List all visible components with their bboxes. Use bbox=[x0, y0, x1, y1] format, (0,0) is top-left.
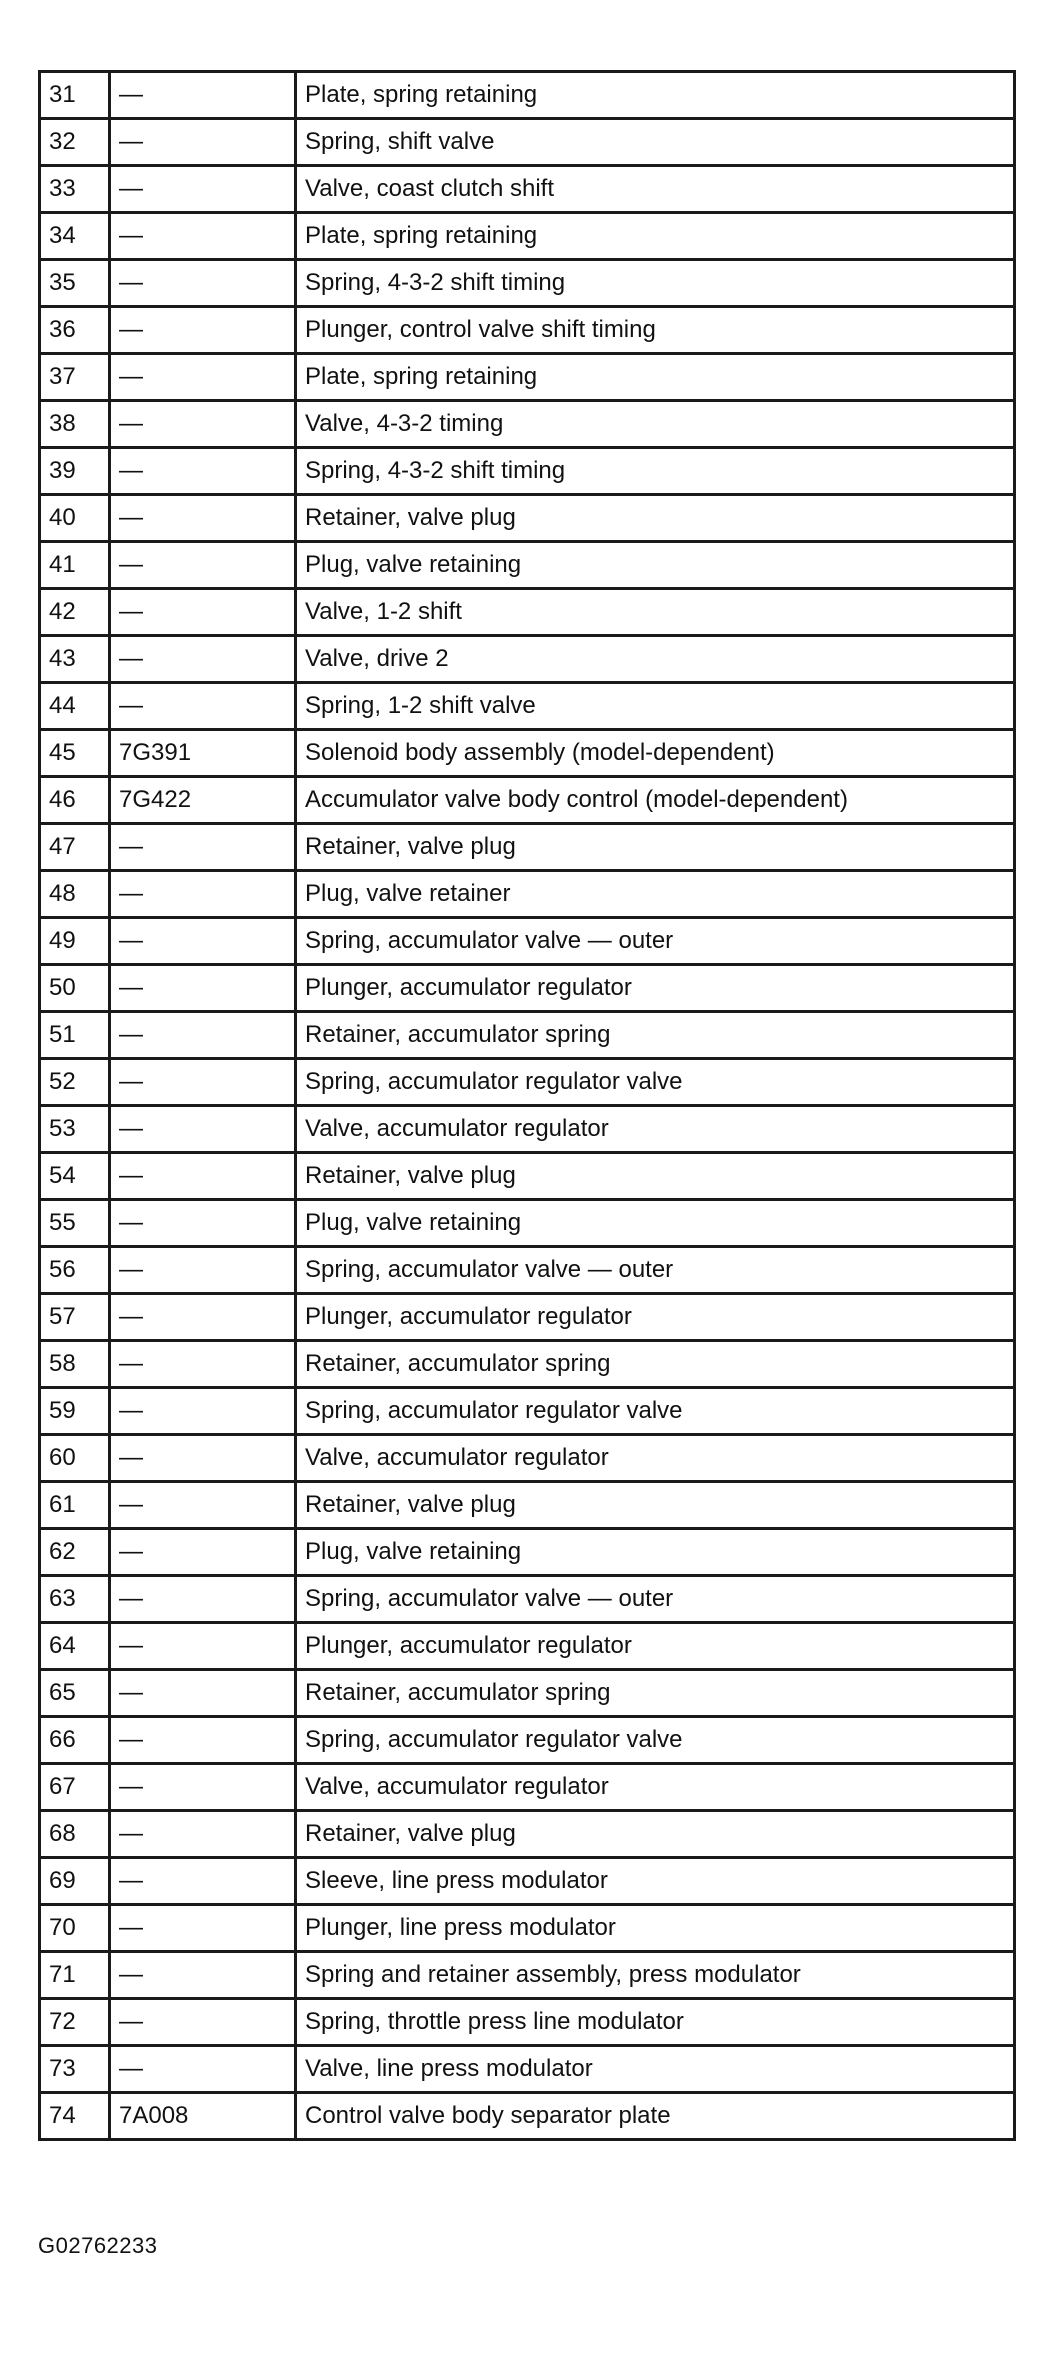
item-number-cell: 46 bbox=[40, 777, 110, 824]
item-number-cell: 55 bbox=[40, 1200, 110, 1247]
item-number-cell: 63 bbox=[40, 1576, 110, 1623]
item-number-cell: 74 bbox=[40, 2093, 110, 2140]
item-number-cell: 59 bbox=[40, 1388, 110, 1435]
description-cell: Spring, accumulator valve — outer bbox=[296, 918, 1015, 965]
part-number-cell: — bbox=[110, 1905, 296, 1952]
table-row bbox=[40, 260, 1015, 307]
description-cell: Retainer, valve plug bbox=[296, 1811, 1015, 1858]
description-cell: Control valve body separator plate bbox=[296, 2093, 1015, 2140]
item-number-cell: 44 bbox=[40, 683, 110, 730]
item-number-cell: 53 bbox=[40, 1106, 110, 1153]
description-cell: Plunger, control valve shift timing bbox=[296, 307, 1015, 354]
description-cell: Accumulator valve body control (model-dependent) bbox=[296, 777, 1015, 824]
table-row bbox=[40, 1482, 1015, 1529]
part-number-cell: — bbox=[110, 1341, 296, 1388]
table-row bbox=[40, 636, 1015, 683]
description-cell: Spring, accumulator regulator valve bbox=[296, 1059, 1015, 1106]
item-number-cell: 52 bbox=[40, 1059, 110, 1106]
table-row bbox=[40, 166, 1015, 213]
item-number-cell: 48 bbox=[40, 871, 110, 918]
table-row bbox=[40, 1200, 1015, 1247]
item-number-cell: 47 bbox=[40, 824, 110, 871]
table-row bbox=[40, 1247, 1015, 1294]
item-number-cell: 73 bbox=[40, 2046, 110, 2093]
part-number-cell: — bbox=[110, 918, 296, 965]
description-cell: Plug, valve retaining bbox=[296, 1529, 1015, 1576]
item-number-cell: 72 bbox=[40, 1999, 110, 2046]
part-number-cell: — bbox=[110, 1764, 296, 1811]
part-number-cell: — bbox=[110, 683, 296, 730]
part-number-cell: — bbox=[110, 1717, 296, 1764]
table-row bbox=[40, 1858, 1015, 1905]
description-cell: Plunger, accumulator regulator bbox=[296, 965, 1015, 1012]
description-cell: Spring, throttle press line modulator bbox=[296, 1999, 1015, 2046]
part-number-cell: 7G391 bbox=[110, 730, 296, 777]
table-row bbox=[40, 1999, 1015, 2046]
table-row bbox=[40, 1059, 1015, 1106]
item-number-cell: 51 bbox=[40, 1012, 110, 1059]
item-number-cell: 42 bbox=[40, 589, 110, 636]
part-number-cell: — bbox=[110, 1858, 296, 1905]
table-row bbox=[40, 777, 1015, 824]
description-cell: Spring, shift valve bbox=[296, 119, 1015, 166]
part-number-cell: — bbox=[110, 119, 296, 166]
item-number-cell: 45 bbox=[40, 730, 110, 777]
part-number-cell: — bbox=[110, 166, 296, 213]
description-cell: Spring, 4-3-2 shift timing bbox=[296, 260, 1015, 307]
item-number-cell: 67 bbox=[40, 1764, 110, 1811]
description-cell: Valve, drive 2 bbox=[296, 636, 1015, 683]
table-row bbox=[40, 1811, 1015, 1858]
item-number-cell: 36 bbox=[40, 307, 110, 354]
part-number-cell: 7A008 bbox=[110, 2093, 296, 2140]
part-number-cell: — bbox=[110, 1623, 296, 1670]
item-number-cell: 54 bbox=[40, 1153, 110, 1200]
part-number-cell: — bbox=[110, 1012, 296, 1059]
table-row bbox=[40, 1764, 1015, 1811]
description-cell: Plate, spring retaining bbox=[296, 354, 1015, 401]
item-number-cell: 69 bbox=[40, 1858, 110, 1905]
table-row bbox=[40, 495, 1015, 542]
table-row bbox=[40, 1717, 1015, 1764]
description-cell: Plunger, accumulator regulator bbox=[296, 1623, 1015, 1670]
table-row bbox=[40, 1106, 1015, 1153]
part-number-cell: — bbox=[110, 213, 296, 260]
item-number-cell: 49 bbox=[40, 918, 110, 965]
table-row bbox=[40, 1905, 1015, 1952]
item-number-cell: 37 bbox=[40, 354, 110, 401]
description-cell: Valve, accumulator regulator bbox=[296, 1435, 1015, 1482]
description-cell: Plunger, accumulator regulator bbox=[296, 1294, 1015, 1341]
item-number-cell: 70 bbox=[40, 1905, 110, 1952]
table-row bbox=[40, 1388, 1015, 1435]
part-number-cell: — bbox=[110, 589, 296, 636]
parts-table bbox=[38, 70, 1016, 2141]
description-cell: Spring, 1-2 shift valve bbox=[296, 683, 1015, 730]
part-number-cell: — bbox=[110, 1059, 296, 1106]
table-row bbox=[40, 1153, 1015, 1200]
part-number-cell: — bbox=[110, 307, 296, 354]
item-number-cell: 58 bbox=[40, 1341, 110, 1388]
part-number-cell: — bbox=[110, 1670, 296, 1717]
item-number-cell: 32 bbox=[40, 119, 110, 166]
description-cell: Spring, accumulator valve — outer bbox=[296, 1576, 1015, 1623]
part-number-cell: — bbox=[110, 542, 296, 589]
description-cell: Plunger, line press modulator bbox=[296, 1905, 1015, 1952]
table-row bbox=[40, 824, 1015, 871]
item-number-cell: 64 bbox=[40, 1623, 110, 1670]
part-number-cell: — bbox=[110, 1576, 296, 1623]
table-row bbox=[40, 72, 1015, 119]
item-number-cell: 71 bbox=[40, 1952, 110, 1999]
table-row bbox=[40, 307, 1015, 354]
item-number-cell: 65 bbox=[40, 1670, 110, 1717]
table-row bbox=[40, 1623, 1015, 1670]
description-cell: Plug, valve retaining bbox=[296, 1200, 1015, 1247]
table-row bbox=[40, 683, 1015, 730]
description-cell: Valve, line press modulator bbox=[296, 2046, 1015, 2093]
table-row bbox=[40, 1670, 1015, 1717]
part-number-cell: — bbox=[110, 1200, 296, 1247]
part-number-cell: — bbox=[110, 824, 296, 871]
description-cell: Retainer, valve plug bbox=[296, 1482, 1015, 1529]
table-row bbox=[40, 2093, 1015, 2140]
description-cell: Retainer, valve plug bbox=[296, 1153, 1015, 1200]
part-number-cell: — bbox=[110, 1952, 296, 1999]
table-row bbox=[40, 119, 1015, 166]
item-number-cell: 62 bbox=[40, 1529, 110, 1576]
description-cell: Plate, spring retaining bbox=[296, 72, 1015, 119]
part-number-cell: — bbox=[110, 448, 296, 495]
description-cell: Plate, spring retaining bbox=[296, 213, 1015, 260]
item-number-cell: 57 bbox=[40, 1294, 110, 1341]
description-cell: Spring, 4-3-2 shift timing bbox=[296, 448, 1015, 495]
table-row bbox=[40, 918, 1015, 965]
description-cell: Plug, valve retainer bbox=[296, 871, 1015, 918]
part-number-cell: — bbox=[110, 1482, 296, 1529]
part-number-cell: — bbox=[110, 495, 296, 542]
table-row bbox=[40, 1576, 1015, 1623]
table-row bbox=[40, 1012, 1015, 1059]
item-number-cell: 33 bbox=[40, 166, 110, 213]
part-number-cell: — bbox=[110, 636, 296, 683]
item-number-cell: 43 bbox=[40, 636, 110, 683]
table-row bbox=[40, 589, 1015, 636]
table-row bbox=[40, 1294, 1015, 1341]
table-row bbox=[40, 965, 1015, 1012]
description-cell: Spring, accumulator regulator valve bbox=[296, 1717, 1015, 1764]
part-number-cell: — bbox=[110, 1529, 296, 1576]
item-number-cell: 35 bbox=[40, 260, 110, 307]
description-cell: Retainer, valve plug bbox=[296, 495, 1015, 542]
table-row bbox=[40, 1435, 1015, 1482]
item-number-cell: 66 bbox=[40, 1717, 110, 1764]
description-cell: Retainer, accumulator spring bbox=[296, 1341, 1015, 1388]
description-cell: Valve, accumulator regulator bbox=[296, 1106, 1015, 1153]
part-number-cell: — bbox=[110, 1106, 296, 1153]
item-number-cell: 60 bbox=[40, 1435, 110, 1482]
table-row bbox=[40, 871, 1015, 918]
table-row bbox=[40, 354, 1015, 401]
part-number-cell: — bbox=[110, 2046, 296, 2093]
item-number-cell: 41 bbox=[40, 542, 110, 589]
description-cell: Spring, accumulator regulator valve bbox=[296, 1388, 1015, 1435]
parts-table-body bbox=[40, 72, 1015, 2140]
table-row bbox=[40, 213, 1015, 260]
table-row bbox=[40, 730, 1015, 777]
figure-id: G02762233 bbox=[38, 2233, 158, 2258]
description-cell: Sleeve, line press modulator bbox=[296, 1858, 1015, 1905]
item-number-cell: 61 bbox=[40, 1482, 110, 1529]
part-number-cell: — bbox=[110, 1153, 296, 1200]
table-row bbox=[40, 542, 1015, 589]
description-cell: Valve, 1-2 shift bbox=[296, 589, 1015, 636]
part-number-cell: 7G422 bbox=[110, 777, 296, 824]
item-number-cell: 38 bbox=[40, 401, 110, 448]
part-number-cell: — bbox=[110, 871, 296, 918]
part-number-cell: — bbox=[110, 965, 296, 1012]
table-row bbox=[40, 1341, 1015, 1388]
description-cell: Spring, accumulator valve — outer bbox=[296, 1247, 1015, 1294]
part-number-cell: — bbox=[110, 260, 296, 307]
item-number-cell: 34 bbox=[40, 213, 110, 260]
table-row bbox=[40, 1529, 1015, 1576]
part-number-cell: — bbox=[110, 1811, 296, 1858]
description-cell: Spring and retainer assembly, press modulator bbox=[296, 1952, 1015, 1999]
part-number-cell: — bbox=[110, 1247, 296, 1294]
description-cell: Plug, valve retaining bbox=[296, 542, 1015, 589]
description-cell: Retainer, accumulator spring bbox=[296, 1670, 1015, 1717]
table-row bbox=[40, 2046, 1015, 2093]
table-row bbox=[40, 1952, 1015, 1999]
description-cell: Retainer, valve plug bbox=[296, 824, 1015, 871]
description-cell: Valve, coast clutch shift bbox=[296, 166, 1015, 213]
part-number-cell: — bbox=[110, 354, 296, 401]
item-number-cell: 68 bbox=[40, 1811, 110, 1858]
description-cell: Solenoid body assembly (model-dependent) bbox=[296, 730, 1015, 777]
item-number-cell: 31 bbox=[40, 72, 110, 119]
item-number-cell: 40 bbox=[40, 495, 110, 542]
item-number-cell: 39 bbox=[40, 448, 110, 495]
table-row bbox=[40, 401, 1015, 448]
part-number-cell: — bbox=[110, 401, 296, 448]
item-number-cell: 50 bbox=[40, 965, 110, 1012]
part-number-cell: — bbox=[110, 1435, 296, 1482]
part-number-cell: — bbox=[110, 1388, 296, 1435]
description-cell: Valve, 4-3-2 timing bbox=[296, 401, 1015, 448]
item-number-cell: 56 bbox=[40, 1247, 110, 1294]
part-number-cell: — bbox=[110, 1999, 296, 2046]
part-number-cell: — bbox=[110, 1294, 296, 1341]
description-cell: Valve, accumulator regulator bbox=[296, 1764, 1015, 1811]
table-row bbox=[40, 448, 1015, 495]
part-number-cell: — bbox=[110, 72, 296, 119]
description-cell: Retainer, accumulator spring bbox=[296, 1012, 1015, 1059]
